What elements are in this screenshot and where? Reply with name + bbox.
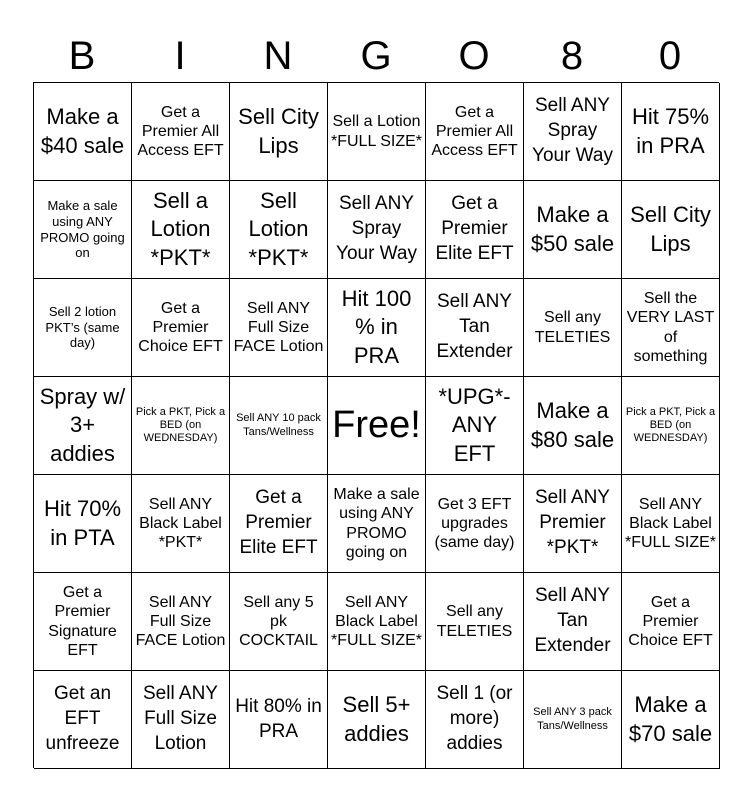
bingo-cell[interactable] — [132, 671, 230, 769]
bingo-cell[interactable] — [132, 377, 230, 475]
bingo-cell-text: Get a Premier Elite EFT — [435, 193, 514, 264]
bingo-cell[interactable] — [328, 573, 426, 671]
bingo-cell[interactable] — [230, 475, 328, 573]
bingo-cell-text: Get 3 EFT upgrades (same day) — [434, 495, 515, 552]
bingo-cell-text: Sell 5+ addies — [342, 691, 411, 746]
bingo-cell-text: Sell City Lips — [238, 103, 319, 158]
bingo-cell-text: Hit 70% in PTA — [43, 495, 122, 550]
bingo-cell[interactable] — [34, 83, 132, 181]
bingo-cell[interactable] — [132, 573, 230, 671]
bingo-cell[interactable] — [622, 573, 720, 671]
bingo-cell[interactable] — [328, 475, 426, 573]
bingo-cell[interactable] — [426, 377, 524, 475]
bingo-cell[interactable] — [622, 279, 720, 377]
bingo-cell-text: Sell 2 lotion PKT’s (same day) — [45, 304, 120, 351]
bingo-cell-text: Sell ANY Tan Extender — [436, 291, 513, 362]
bingo-cell[interactable] — [132, 279, 230, 377]
bingo-cell-text: Pick a PKT, Pick a BED (on WEDNESDAY) — [135, 405, 226, 445]
bingo-cell-text: Get a Premier Signature EFT — [48, 584, 117, 659]
bingo-cell[interactable] — [34, 279, 132, 377]
bingo-cell-text: Sell ANY Full Size FACE Lotion — [135, 593, 226, 650]
bingo-cell-text: Sell a Lotion *FULL SIZE* — [331, 113, 422, 150]
bingo-cell-text: Get an EFT unfreeze — [45, 683, 120, 754]
bingo-cell[interactable] — [34, 573, 132, 671]
bingo-cell-text: Get a Premier All Access EFT — [431, 103, 518, 160]
bingo-cell-text: Get a Premier Choice EFT — [138, 299, 223, 356]
bingo-cell[interactable] — [622, 671, 720, 769]
bingo-cell[interactable] — [524, 475, 622, 573]
bingo-cell-text: Get a Premier All Access EFT — [137, 103, 224, 160]
bingo-cell[interactable] — [524, 671, 622, 769]
bingo-cell[interactable] — [524, 83, 622, 181]
bingo-cell[interactable] — [328, 279, 426, 377]
bingo-cell-text: Sell City Lips — [630, 201, 711, 256]
bingo-cell[interactable] — [230, 83, 328, 181]
bingo-cell[interactable] — [524, 181, 622, 279]
bingo-cell[interactable] — [230, 279, 328, 377]
bingo-cell-text: Sell any 5 pk COCKTAIL — [239, 593, 318, 650]
bingo-cell[interactable] — [622, 83, 720, 181]
bingo-cell[interactable] — [426, 181, 524, 279]
bingo-cell[interactable] — [426, 83, 524, 181]
bingo-cell-text: Hit 80% in PRA — [235, 695, 322, 742]
bingo-cell[interactable] — [622, 377, 720, 475]
header-letter: O — [458, 33, 490, 78]
bingo-cell-text: Make a sale using ANY PROMO going on — [40, 198, 125, 261]
bingo-cell-text: Spray w/ 3+ addies — [39, 383, 126, 466]
bingo-cell[interactable] — [328, 181, 426, 279]
bingo-cell-text: *UPG*- ANY EFT — [438, 383, 511, 466]
bingo-cell[interactable] — [132, 83, 230, 181]
bingo-cell-text: Sell ANY Full Size Lotion — [143, 683, 218, 754]
bingo-cell[interactable] — [328, 83, 426, 181]
bingo-cell-text: Get a Premier Elite EFT — [239, 487, 318, 558]
bingo-cell-text: Pick a PKT, Pick a BED (on WEDNESDAY) — [625, 405, 716, 445]
bingo-cell[interactable] — [230, 181, 328, 279]
bingo-cell[interactable] — [426, 279, 524, 377]
bingo-cell-text: Sell any TELETIES — [534, 309, 611, 346]
bingo-cell[interactable] — [34, 181, 132, 279]
bingo-cell[interactable] — [426, 573, 524, 671]
bingo-cell[interactable] — [34, 475, 132, 573]
free-space-cell[interactable] — [328, 377, 426, 475]
bingo-cell-text: Sell ANY Black Label *FULL SIZE* — [331, 593, 422, 650]
header-letter: 8 — [560, 33, 584, 78]
bingo-cell-text: Make a $40 sale — [40, 103, 125, 158]
bingo-cell-text: Sell ANY Spray Your Way — [336, 193, 417, 264]
bingo-cell-text: Sell ANY Black Label *PKT* — [139, 495, 222, 552]
bingo-cell-text: Sell ANY Premier *PKT* — [535, 487, 610, 558]
bingo-cell-text: Hit 75% in PRA — [631, 103, 710, 158]
bingo-cell[interactable] — [230, 671, 328, 769]
bingo-cell-text: Make a sale using ANY PROMO going on — [333, 486, 420, 561]
bingo-cell-text: Sell ANY Spray Your Way — [532, 95, 613, 166]
bingo-cell[interactable] — [524, 279, 622, 377]
bingo-cell[interactable] — [426, 475, 524, 573]
bingo-cell[interactable] — [426, 671, 524, 769]
bingo-cell-text: Sell ANY Tan Extender — [534, 585, 611, 656]
bingo-cell-text: Sell any TELETIES — [436, 603, 513, 640]
bingo-cell-text: Get a Premier Choice EFT — [628, 593, 713, 650]
bingo-cell[interactable] — [34, 671, 132, 769]
bingo-cell[interactable] — [622, 181, 720, 279]
bingo-cell-text: Make a $80 sale — [530, 397, 615, 452]
bingo-cell[interactable] — [132, 475, 230, 573]
header-letter: I — [174, 33, 186, 78]
header-letter: G — [360, 33, 392, 78]
bingo-cell-text: Hit 100 % in PRA — [341, 285, 412, 368]
bingo-board — [33, 82, 719, 768]
bingo-cell-text: Sell the VERY LAST of something — [626, 290, 715, 365]
bingo-cell[interactable] — [622, 475, 720, 573]
bingo-cell-text: Make a $50 sale — [530, 201, 615, 256]
bingo-cell[interactable] — [132, 181, 230, 279]
bingo-cell[interactable] — [230, 377, 328, 475]
bingo-cell-text: Sell ANY Black Label *FULL SIZE* — [625, 495, 716, 552]
bingo-cell-text: Sell ANY Full Size FACE Lotion — [233, 299, 324, 356]
bingo-cell-text: Free! — [332, 403, 421, 446]
bingo-cell[interactable] — [230, 573, 328, 671]
bingo-cell[interactable] — [524, 573, 622, 671]
bingo-cell-text: Sell Lotion *PKT* — [248, 187, 309, 270]
bingo-cell-text: Sell ANY 10 pack Tans/Wellness — [236, 412, 321, 438]
bingo-cell-text: Sell a Lotion *PKT* — [150, 187, 211, 270]
bingo-header — [33, 30, 719, 82]
header-letter: 0 — [658, 33, 682, 78]
bingo-cell-text: Sell 1 (or more) addies — [436, 683, 513, 754]
bingo-cell-text: Make a $70 sale — [628, 691, 713, 746]
header-letter: B — [68, 33, 96, 78]
bingo-cell-text: Sell ANY 3 pack Tans/Wellness — [533, 706, 612, 732]
bingo-cell[interactable] — [328, 671, 426, 769]
header-letter: N — [263, 33, 293, 78]
bingo-cell[interactable] — [524, 377, 622, 475]
bingo-cell[interactable] — [34, 377, 132, 475]
